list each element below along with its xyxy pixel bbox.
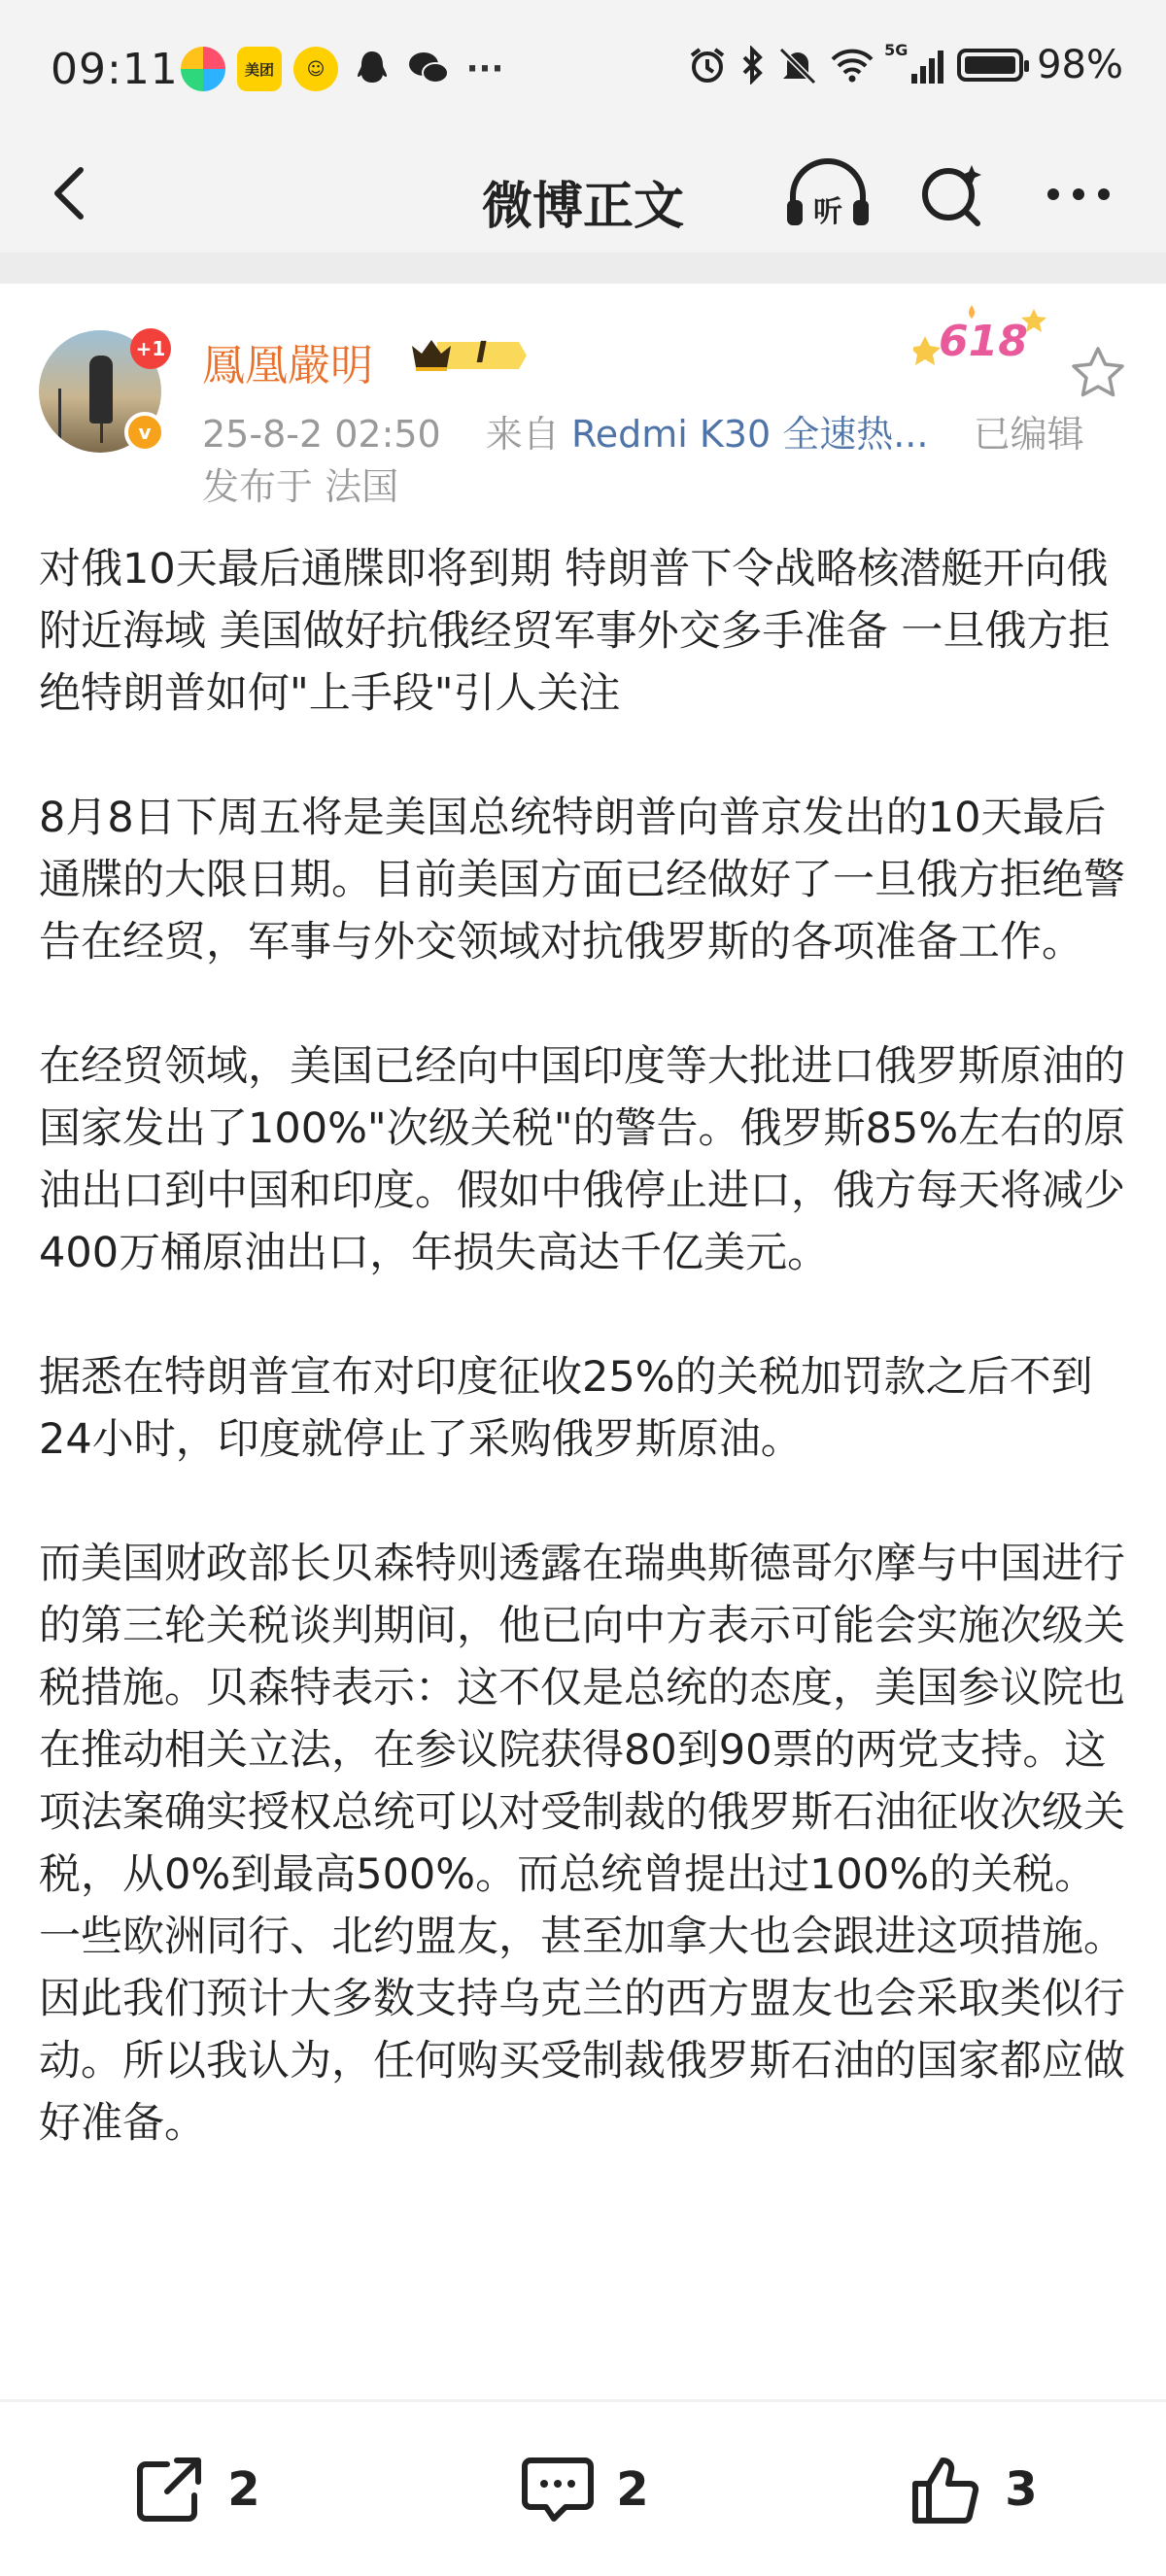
section-gap [0, 253, 1166, 284]
post-content [39, 538, 1137, 2154]
battery-icon [957, 49, 1023, 82]
share-icon [128, 2449, 210, 2530]
page-title: 微博正文 [481, 178, 684, 236]
action-bar [0, 2402, 1166, 2576]
vip-crown-badge[interactable] [408, 334, 529, 377]
network-type: 5G [884, 41, 909, 59]
wechat-icon [406, 47, 451, 91]
notification-icons [181, 47, 507, 91]
like-button[interactable] [777, 2402, 1166, 2576]
coin-app-icon: ☺ [293, 47, 338, 91]
comment-icon [517, 2449, 599, 2530]
post-paragraph: 8月8日下周五将是美国总统特朗普向普京发出的10天最后通牒的大限日期。目前美国方面已经做好了一旦俄方拒绝警告在经贸，军事与外交领域对抗俄罗斯的各项准备工作。 [39, 794, 1125, 966]
source-device-link[interactable]: Redmi K30 全速热... [571, 413, 929, 456]
share-count: 2 [227, 2461, 260, 2517]
status-bar [0, 0, 1166, 146]
edited-label[interactable]: 已编辑 [973, 413, 1084, 456]
more-notifications-icon: ··· [465, 50, 504, 88]
event-number: 618 [939, 317, 1028, 366]
battery-level: 98% [1037, 43, 1123, 87]
status-time: 09:11 [51, 45, 179, 94]
post-meta [202, 404, 1084, 458]
listen-button[interactable] [783, 157, 873, 231]
mute-icon [779, 46, 816, 85]
search-button[interactable] [913, 157, 991, 231]
comment-count: 2 [616, 2461, 649, 2517]
favorite-button[interactable] [1069, 344, 1127, 402]
comment-button[interactable] [389, 2402, 777, 2576]
post-time: 25-8-2 02:50 [202, 413, 441, 456]
nav-bar [0, 146, 1166, 253]
post-paragraph: 据悉在特朗普宣布对印度征收25%的关税加罚款之后不到24小时，印度就停止了采购俄罗斯原油。 [39, 1353, 1093, 1464]
signal-icon [884, 41, 943, 84]
wifi-icon [830, 46, 874, 85]
share-button[interactable] [0, 2402, 389, 2576]
app-notification-icon [181, 47, 225, 91]
more-dots-icon [1040, 157, 1117, 231]
post-location: 发布于 法国 [202, 465, 399, 508]
vip-level: I [476, 336, 488, 370]
more-button[interactable] [1040, 157, 1117, 231]
star-icon [1069, 344, 1127, 402]
search-icon [913, 157, 991, 231]
verified-badge-icon: v [124, 412, 165, 453]
meituan-app-icon: 美团 [237, 47, 282, 91]
headphones-icon [783, 157, 873, 231]
event-decoration-badge [913, 297, 1049, 375]
post-paragraph: 而美国财政部长贝森特则透露在瑞典斯德哥尔摩与中国进行的第三轮关税谈判期间，他已向中方表示可能会实施次级关税措施。贝森特表示：这不仅是总统的态度，美国参议院也在推动相关立法，在参议院获得80到90票的两党支持。这项法案确实授权总统可以对受制裁的俄罗斯石油征收次级关税，从0%到最高500%。而总统曾提出过100%的关税。一些欧洲同行、北约盟友，甚至加拿大也会跟进这项措施。因此我们预计大多数支持乌克兰的西方盟友也会采取类似行动。所以我认为，任何购买受制裁俄罗斯石油的国家都应做好准备。 [39, 1540, 1125, 2148]
avatar-plus-badge: +1 [130, 328, 171, 369]
bluetooth-icon [740, 46, 766, 85]
crown-icon [408, 334, 529, 377]
status-right [688, 43, 1123, 87]
source-prefix: 来自 [485, 413, 560, 456]
svg-text:听: 听 [813, 195, 842, 229]
like-count: 3 [1005, 2461, 1038, 2517]
alarm-icon [688, 46, 727, 85]
qq-icon [350, 47, 394, 91]
weibo-post [0, 284, 1166, 2401]
thumbs-up-icon [906, 2449, 987, 2530]
post-paragraph: 在经贸领域，美国已经向中国印度等大批进口俄罗斯原油的国家发出了100%"次级关税"的警告。俄罗斯85%左右的原油出口到中国和印度。假如中俄停止进口，俄方每天将减少400万桶原油出口，年损失高达千亿美元。 [39, 1042, 1126, 1277]
post-paragraph: 对俄10天最后通牒即将到期 特朗普下令战略核潜艇开向俄附近海域 美国做好抗俄经贸军事外交多手准备 一旦俄方拒绝特朗普如何"上手段"引人关注 [39, 545, 1111, 718]
author-name[interactable]: 鳳凰嚴明 [202, 341, 373, 390]
